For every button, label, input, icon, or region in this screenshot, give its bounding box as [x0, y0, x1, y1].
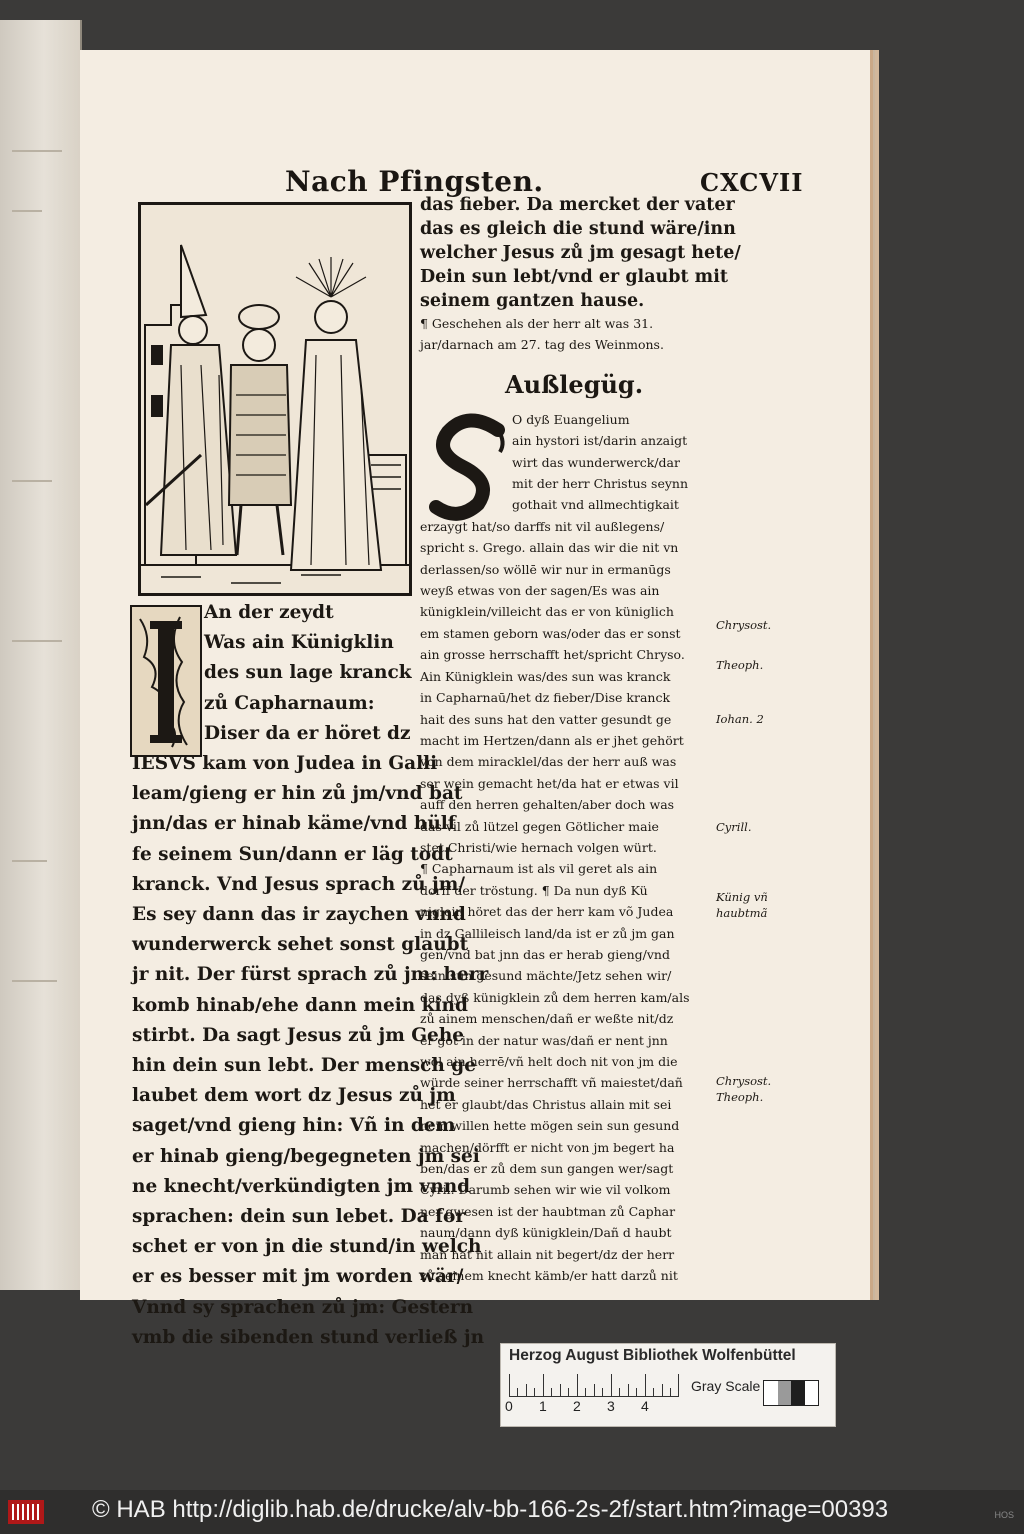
text-line: em stamen geborn was/oder das er sonst: [420, 625, 681, 641]
hab-logo-icon: [8, 1500, 44, 1524]
ruler-number: 0: [505, 1398, 513, 1414]
text-line: erzaygt hat/so darffs nit vil außlegens/: [420, 518, 665, 534]
margin-note: Künig vñ: [716, 890, 768, 904]
gray-scale-label: Gray Scale: [691, 1378, 761, 1394]
text-line: in dz Gallileisch land/da ist er zů jm gan: [420, 925, 675, 941]
text-line: Diser da er höret dz: [204, 722, 411, 744]
text-line: das dyß künigklein zů dem herren kam/als: [420, 989, 690, 1005]
margin-note: Theoph.: [716, 1090, 764, 1104]
text-line: gen/vnd bat jnn das er herab gieng/vnd: [420, 946, 670, 962]
text-line: Dein sun lebt/vnd er glaubt mit: [420, 267, 728, 287]
text-line: ain grosse herrschafft het/spricht Chryso.: [420, 647, 685, 663]
text-line: dorff der tröstung. ¶ Da nun dyß Kü: [420, 882, 648, 898]
running-head: Nach Pfingsten.: [285, 165, 544, 198]
margin-note: Chrysost.: [716, 1074, 772, 1088]
text-line: weyß etwas von der sagen/Es was ain: [420, 583, 660, 599]
text-line: ne knecht/verkündigten jm vnnd: [132, 1175, 471, 1197]
text-line: het er glaubt/das Christus allain mit sei: [420, 1096, 672, 1112]
section-heading: Außlegüg.: [505, 369, 644, 399]
text-line: seinem gantzen hause.: [420, 291, 645, 311]
text-line: niglein höret das der herr kam võ Judea: [420, 904, 674, 920]
text-line: schet er von jn die stund/in welch: [132, 1236, 482, 1258]
color-scale-chart: [500, 1343, 836, 1427]
text-line: er es besser mit jm worden wär/: [132, 1266, 464, 1288]
text-line: O dyß Euangelium: [512, 411, 630, 427]
text-line: stirbt. Da sagt Jesus zů jm Gehe: [132, 1024, 465, 1046]
note-line: jar/darnach am 27. tag des Weinmons.: [420, 337, 664, 353]
text-line: naum/dann dyß künigklein/Dañ d haubt: [420, 1225, 672, 1241]
text-line: man hat nit allain nit begert/dz der herr: [420, 1246, 675, 1262]
text-line: saget/vnd gieng hin: Vñ in dem: [132, 1115, 456, 1137]
ruler-number: 1: [539, 1398, 547, 1414]
text-line: in Capharnaū/het dz fieber/Dise kranck: [420, 690, 671, 706]
text-line: jnn/das er hinab käme/vnd hülf: [132, 813, 456, 835]
text-line: leam/gieng er hin zů jm/vnd bat: [132, 783, 463, 805]
margin-note: Iohan. 2: [716, 712, 764, 726]
text-line: künigklein/villeicht das er von küniglich: [420, 604, 674, 620]
footer-bar: [0, 1490, 1024, 1534]
text-line: sprachen: dein sun lebet. Da for: [132, 1206, 466, 1228]
library-name: Herzog August Bibliothek Wolfenbüttel: [509, 1347, 796, 1364]
ruler-number: 2: [573, 1398, 581, 1414]
text-line: das es gleich die stund wäre/inn: [420, 219, 736, 239]
previous-page-edge: [0, 20, 82, 1290]
text-line: von dem miracklel/das der herr auß was: [420, 754, 677, 770]
text-line: derlassen/so wöllē wir nur in ermanūgs: [420, 561, 671, 577]
swatch-cell: [791, 1381, 805, 1405]
note-line: ¶ Geschehen als der herr alt was 31.: [420, 316, 654, 331]
text-line: Cyril. Darumb sehen wir wie vil volkom: [420, 1182, 671, 1198]
text-line: laubet dem wort dz Jesus zů jm: [132, 1085, 456, 1107]
text-line: stet Christi/wie hernach volgen würt.: [420, 839, 657, 855]
left-text-column: [132, 598, 489, 1353]
text-line: Was ain Künigklin: [204, 632, 394, 654]
text-line: machen/dörfft er nicht von jm begert ha: [420, 1139, 675, 1155]
ruler-number: 3: [607, 1398, 615, 1414]
text-line: er hinab gieng/begegneten jm sei: [132, 1145, 480, 1167]
text-line: An der zeydt: [204, 602, 334, 623]
margin-note: Chrysost.: [716, 618, 772, 632]
swatch-cell: [805, 1381, 819, 1405]
margin-note: Cyrill.: [716, 820, 752, 834]
text-line: hin dein sun lebt. Der mensch ge: [132, 1055, 476, 1077]
text-line: ben/das er zů dem sun gangen wer/sagt: [420, 1161, 674, 1177]
text-line: ain hystori ist/darin anzaigt: [512, 433, 688, 449]
text-line: würde seiner herrschafft vñ maiestet/dañ: [420, 1075, 683, 1091]
text-line: ner gwesen ist der haubtman zů Caphar: [420, 1203, 676, 1219]
text-line: ¶ Capharnaum ist als vil geret als ain: [420, 861, 658, 877]
text-line: wol ain herrē/vñ helt doch nit von jm die: [420, 1054, 678, 1069]
copyright-url[interactable]: © HAB http://diglib.hab.de/drucke/alv-bb-166-2s-2f/start.htm?image=00393: [92, 1496, 889, 1523]
gray-scale-swatch: [763, 1380, 819, 1406]
text-line: auff den herren gehalten/aber doch was: [420, 797, 675, 813]
ruler-numbers: [505, 1398, 685, 1418]
text-line: nem willen hette mögen sein sun gesund: [420, 1118, 680, 1134]
footer-mark: HOS: [994, 1510, 1014, 1520]
text-line: das fieber. Da mercket der vater: [420, 195, 735, 215]
folio-number: CXCVII: [700, 168, 804, 197]
text-line: das vil zů lützel gegen Götlicher maie: [420, 818, 659, 834]
text-line: kranck. Vnd Jesus sprach zů jm/: [132, 873, 466, 895]
text-line: zů Capharnaum:: [204, 692, 375, 714]
text-line: Es sey dann das ir zaychen vnnd: [132, 904, 466, 926]
text-line: IESVS kam von Judea in Galli: [132, 753, 438, 775]
text-line: komb hinab/ehe dann mein kind: [132, 994, 468, 1016]
ruler-number: 4: [641, 1398, 649, 1414]
margin-note: haubtmã: [716, 906, 768, 920]
text-line: macht im Hertzen/dann als er jhet gehört: [420, 732, 684, 748]
swatch-cell: [764, 1381, 778, 1405]
text-line: zů seinem knecht kämb/er hatt darzů nit: [420, 1268, 678, 1284]
text-line: wirt das wunderwerck/dar: [512, 454, 680, 470]
text-line: er got in der natur was/dañ er nent jnn: [420, 1032, 668, 1048]
woodcut-illustration: [138, 202, 412, 596]
text-line: jr nit. Der fürst sprach zů jm: herr: [132, 964, 489, 986]
text-line: des sun lage kranck: [204, 662, 412, 684]
book-page: [80, 50, 873, 1348]
text-line: vmb die sibenden stund verließ jn: [132, 1326, 485, 1348]
ruler-scale: [509, 1374, 679, 1397]
text-line: Ain Künigklein was/des sun was kranck: [420, 668, 671, 684]
text-line: hait des suns hat den vatter gesundt ge: [420, 711, 672, 727]
text-line: spricht s. Grego. allain das wir die nit vn: [420, 540, 679, 556]
text-line: gothait vnd allmechtigkait: [512, 497, 679, 513]
text-line: Vnnd sy sprachen zů jm: Gestern: [132, 1296, 474, 1318]
text-line: mit der herr Christus seynn: [512, 476, 689, 492]
swatch-cell: [778, 1381, 792, 1405]
text-line: fe seinem Sun/dann er läg todt: [132, 843, 453, 865]
text-line: ser wein gemacht het/da hat er etwas vil: [420, 775, 679, 791]
text-line: welcher Jesus zů jm gesagt hete/: [420, 243, 741, 263]
text-line: zů ainem menschen/dañ er weßte nit/dz: [420, 1011, 674, 1027]
text-line: wunderwerck sehet sonst glaubt: [132, 934, 469, 956]
text-line: sein sun gesund mächte/Jetz sehen wir/: [420, 968, 672, 984]
margin-note: Theoph.: [716, 658, 764, 672]
